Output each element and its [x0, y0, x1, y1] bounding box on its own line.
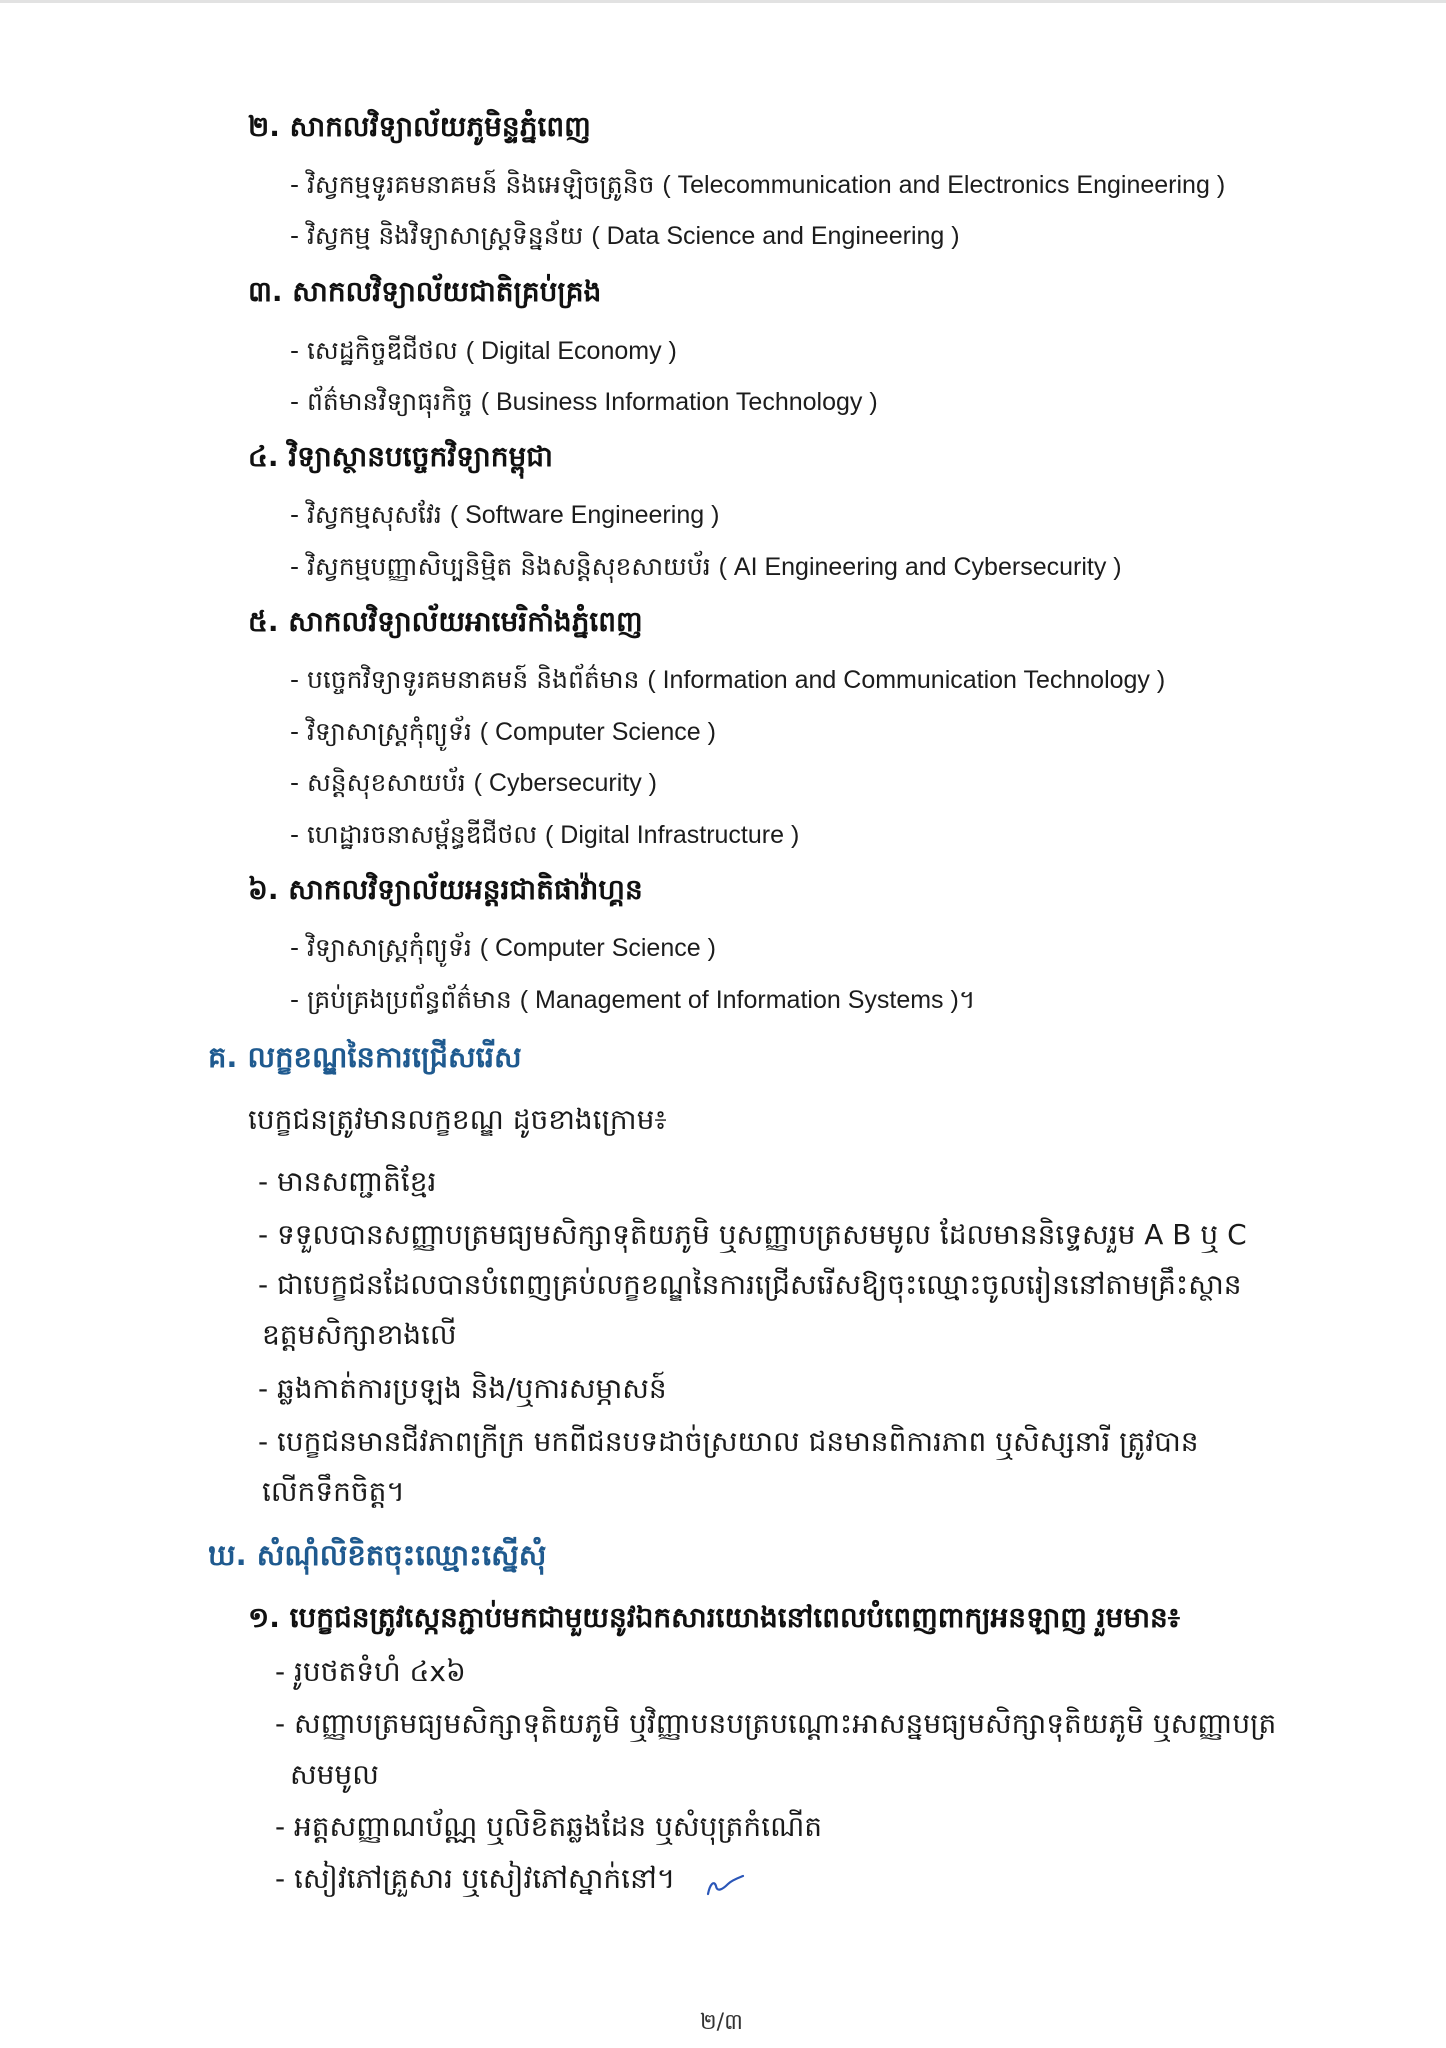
program-name-khmer: - សេដ្ឋកិច្ចឌីជីថល	[290, 336, 458, 365]
program-item	[290, 768, 657, 798]
document-item: - សៀវភៅគ្រួសារ ឬសៀវភៅស្នាក់នៅ។	[275, 1862, 676, 1895]
program-name-english: ( Digital Infrastructure )	[545, 821, 800, 849]
program-name-khmer: - ហេដ្ឋារចនាសម្ព័ន្ធឌីជីថល	[290, 820, 538, 849]
program-name-english: ( Business Information Technology )	[480, 388, 878, 416]
program-item	[290, 170, 1225, 200]
program-item	[290, 387, 878, 417]
program-name-khmer: - វិស្វកម្មទូរគមនាគមន៍ និងអេឡិចត្រូនិច	[290, 170, 655, 199]
criteria-item: - ជាបេក្ខជនដែលបានបំពេញគ្រប់លក្ខខណ្ឌនៃការជ្រើសរើសឱ្យចុះឈ្មោះចូលរៀននៅតាមគ្រឹះស្ថាន	[258, 1268, 1242, 1301]
documents-subheading: ១. បេក្ខជនត្រូវស្កេនភ្ជាប់មកជាមួយនូវឯកសារយោងនៅពេលបំពេញពាក្យអនឡាញ រួមមាន៖	[248, 1601, 1181, 1634]
document-item-continuation: សមមូល	[290, 1758, 379, 1791]
program-name-khmer: - វិស្វកម្ម និងវិទ្យាសាស្ត្រទិន្នន័យ	[290, 221, 584, 250]
program-item	[290, 221, 960, 251]
program-name-english: ( Telecommunication and Electronics Engineering )	[662, 171, 1226, 199]
program-item	[290, 985, 975, 1015]
criteria-item-continuation: លើកទឹកចិត្ត។	[262, 1475, 405, 1508]
criteria-item: - មានសញ្ជាតិខ្មែរ	[258, 1165, 437, 1198]
section-heading: គ. លក្ខខណ្ឌនៃការជ្រើសរើស	[208, 1040, 522, 1074]
document-item: - រូបថតទំហំ ៤x៦	[275, 1655, 466, 1688]
document-item: - សញ្ញាបត្រមធ្យមសិក្សាទុតិយភូមិ ឬវិញ្ញាបនបត្របណ្តោះអាសន្នមធ្យមសិក្សាទុតិយភូមិ ឬសញ្ញាបត្រ	[275, 1707, 1277, 1740]
university-heading: ២. សាកលវិទ្យាល័យភូមិន្ទភ្នំពេញ	[248, 110, 591, 143]
program-name-english: ( Software Engineering )	[449, 501, 720, 529]
document-item: - អត្តសញ្ញាណប័ណ្ណ ឬលិខិតឆ្លងដែន ឬសំបុត្រកំណើត	[275, 1810, 823, 1843]
program-name-khmer: - ព័ត៌មានវិទ្យាធុរកិច្ច	[290, 387, 473, 416]
program-name-english: ( Information and Communication Technology )	[647, 666, 1166, 694]
program-name-khmer: - វិស្វកម្មបញ្ញាសិប្បនិម្មិត និងសន្តិសុខសាយប័រ	[290, 552, 711, 581]
program-item	[290, 500, 719, 530]
program-name-english: ( Cybersecurity )	[473, 769, 657, 797]
criteria-item: - ទទួលបានសញ្ញាបត្រមធ្យមសិក្សាទុតិយភូមិ ឬសញ្ញាបត្រសមមូល ដែលមាននិទ្ទេសរួម A B ឬ C	[258, 1218, 1247, 1251]
program-name-english: ( AI Engineering and Cybersecurity )	[718, 553, 1122, 581]
program-name-khmer: - វិទ្យាសាស្ត្រកុំព្យូទ័រ	[290, 717, 472, 746]
program-name-khmer: - គ្រប់គ្រងប្រព័ន្ធព័ត៌មាន	[290, 985, 512, 1014]
program-name-english: ( Data Science and Engineering )	[591, 222, 960, 250]
program-item	[290, 665, 1165, 695]
program-item	[290, 336, 677, 366]
criteria-item-continuation: ឧត្តមសិក្សាខាងលើ	[262, 1318, 457, 1351]
section-heading: ឃ. សំណុំលិខិតចុះឈ្មោះស្នើសុំ	[208, 1538, 547, 1572]
program-name-english: ( Computer Science )	[479, 718, 716, 746]
program-name-english: ( Management of Information Systems )។	[519, 986, 976, 1014]
program-name-english: ( Digital Economy )	[465, 337, 677, 365]
university-heading: ៣. សាកលវិទ្យាល័យជាតិគ្រប់គ្រង	[248, 275, 602, 308]
program-item	[290, 820, 799, 850]
page-number: ២/៣	[700, 2010, 743, 2035]
program-item	[290, 933, 716, 963]
criteria-item: - បេក្ខជនមានជីវភាពក្រីក្រ មកពីជនបទដាច់ស្រយាល ជនមានពិការភាព ឬសិស្សនារី ត្រូវបាន	[258, 1425, 1199, 1458]
program-item	[290, 717, 716, 747]
university-heading: ៤. វិទ្យាស្ថានបច្ចេកវិទ្យាកម្ពុជា	[248, 440, 553, 473]
initials-signature	[704, 1872, 746, 1898]
university-heading: ៦. សាកលវិទ្យាល័យអន្តរជាតិផាវ៉ាហ្គន	[248, 873, 643, 906]
criteria-item: - ឆ្លងកាត់ការប្រឡង និង/ឬការសម្ភាសន៍	[258, 1372, 667, 1405]
program-name-khmer: - បច្ចេកវិទ្យាទូរគមនាគមន៍ និងព័ត៌មាន	[290, 665, 640, 694]
program-name-khmer: - វិទ្យាសាស្ត្រកុំព្យូទ័រ	[290, 933, 472, 962]
program-name-khmer: - វិស្វកម្មសុសវែរ	[290, 500, 442, 529]
program-name-khmer: - សន្តិសុខសាយប័រ	[290, 768, 466, 797]
university-heading: ៥. សាកលវិទ្យាល័យអាមេរិកាំងភ្នំពេញ	[248, 605, 643, 638]
criteria-intro: បេក្ខជនត្រូវមានលក្ខខណ្ឌ ដូចខាងក្រោម៖	[248, 1103, 667, 1136]
program-name-english: ( Computer Science )	[479, 934, 716, 962]
program-item	[290, 552, 1122, 582]
